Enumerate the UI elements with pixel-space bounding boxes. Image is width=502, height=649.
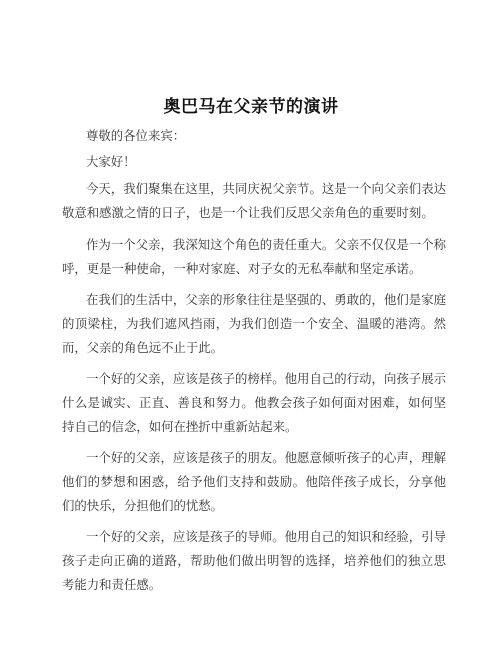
paragraph-father-image: 在我们的生活中，父亲的形象往往是坚强的、勇敢的，他们是家庭的顶梁柱，为我们遮风挡雨，为我们创造一个安全、温暖的港湾。然而，父亲的角色远不止于此。 <box>62 292 446 355</box>
document-title: 奥巴马在父亲节的演讲 <box>163 97 339 117</box>
paragraph-role-model: 一个好的父亲，应该是孩子的榜样。他用自己的行动，向孩子展示什么是诚实、正直、善良和努力。他教会孩子如何面对困难，如何坚持自己的信念，如何在挫折中重新站起来。 <box>62 371 446 434</box>
paragraph-greeting: 大家好！ <box>86 154 136 169</box>
paragraph-father-role: 作为一个父亲，我深知这个角色的责任重大。父亲不仅仅是一个称呼，更是一种使命，一种对家庭、对子女的无私奉献和坚定承诺。 <box>62 237 446 276</box>
paragraph-friend: 一个好的父亲，应该是孩子的朋友。他愿意倾听孩子的心声，理解他们的梦想和困惑，给予他们支持和鼓励。他陪伴孩子成长，分享他们的快乐，分担他们的忧愁。 <box>62 450 446 513</box>
paragraph-opening: 今天，我们聚集在这里，共同庆祝父亲节。这是一个向父亲们表达敬意和感激之情的日子，也是一个让我们反思父亲角色的重要时刻。 <box>62 181 446 220</box>
paragraph-mentor: 一个好的父亲，应该是孩子的导师。他用自己的知识和经验，引导孩子走向正确的道路，帮助他们做出明智的选择，培养他们的独立思考能力和责任感。 <box>62 529 446 592</box>
paragraph-salutation: 尊敬的各位来宾： <box>86 128 186 143</box>
